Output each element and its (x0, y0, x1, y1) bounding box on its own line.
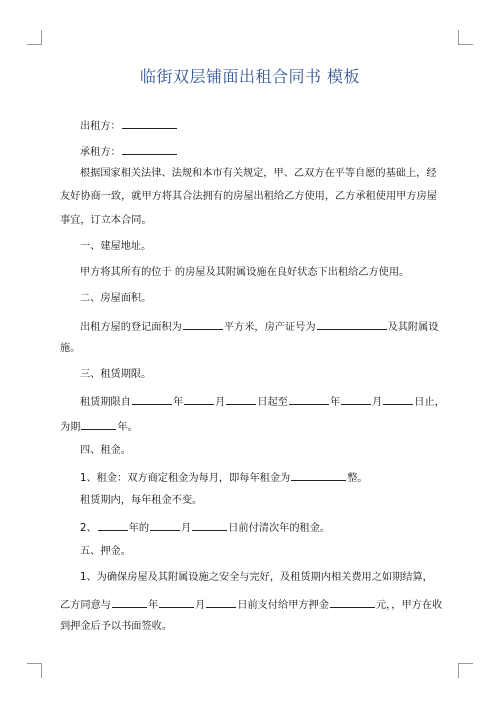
intro-line-2: 友好协商一致，就甲方将其合法拥有的房屋出租给乙方使用，乙方承租使用甲方房屋 (60, 191, 437, 202)
area-label: 出租方屋的登记面积为 (80, 322, 182, 333)
term-from-label: 租赁期限自 (80, 397, 131, 408)
period-label: 为期 (60, 422, 81, 433)
section-1-text: 甲方将其所有的位于 的房屋及其附属设施在良好状态下出租给乙方使用。 (80, 267, 410, 278)
section-2-heading: 二、房屋面积。 (80, 293, 152, 304)
deposit-day-blank[interactable] (206, 596, 236, 608)
section-5-line-1: 1、为确保房屋及其附属设施之安全与完好，及租赁期内相关费用之如期结算， (80, 572, 433, 583)
section-3-line-1 (80, 393, 450, 410)
intro-line-1: 根据国家相关法律、法规和本市有关规定，甲、乙双方在平等自愿的基础上，经 (80, 168, 437, 179)
deposit-day-label: 日前支付给甲方押金 (237, 600, 329, 611)
day-from-label: 日起至 (257, 397, 288, 408)
start-month-blank[interactable] (184, 393, 214, 405)
lessee-blank[interactable] (122, 143, 177, 155)
pay-day-blank[interactable] (192, 519, 227, 531)
start-year-blank[interactable] (132, 393, 172, 405)
end-month-blank[interactable] (341, 393, 371, 405)
crop-mark-bottom-left (27, 663, 42, 678)
section-2-suffix: 及其附属设 (387, 322, 439, 333)
month-label: 月 (195, 600, 206, 611)
lessee-label: 承租方： (80, 147, 121, 158)
section-3-line-2: 为期 年。 (60, 418, 450, 435)
crop-mark-top-right (458, 30, 473, 45)
section-5-heading: 五、押金。 (80, 546, 131, 557)
deposit-yuan-label: 元，，甲方在收 (376, 600, 443, 611)
day-end-label: 日止， (414, 397, 445, 408)
section-4-heading: 四、租金。 (80, 445, 131, 456)
crop-mark-top-left (27, 30, 42, 45)
item-2-label: 2、 (80, 523, 97, 534)
year-label: 年 (172, 397, 184, 408)
year-label: 年 (329, 397, 341, 408)
month-label: 月 (215, 397, 226, 408)
section-2-line-1 (80, 318, 450, 335)
deposit-year-blank[interactable] (112, 596, 147, 608)
period-blank[interactable] (81, 418, 116, 430)
cert-blank[interactable] (317, 318, 387, 330)
month-label: 月 (181, 523, 192, 534)
year-label: 年 (147, 600, 159, 611)
rent-suffix: 整。 (347, 473, 368, 484)
month-label: 月 (372, 397, 383, 408)
section-4-line-3: 2、 年的 月 日前付清次年的租金。 (80, 519, 450, 536)
section-1-heading: 一、建屋地址。 (80, 241, 152, 252)
document-title: 临街双层铺面出租合同书 模板 (139, 67, 361, 86)
area-blank[interactable] (183, 318, 223, 330)
pay-day-label: 日前付清次年的租金。 (228, 523, 331, 534)
section-5-line-2 (60, 596, 450, 613)
lessor-line (80, 117, 450, 134)
cert-label: 平方米，房产证号为 (223, 322, 316, 333)
annual-rent-blank[interactable] (291, 469, 346, 481)
crop-mark-bottom-right (458, 663, 473, 678)
end-year-blank[interactable] (289, 393, 329, 405)
lessor-label: 出租方： (80, 121, 121, 132)
end-day-blank[interactable] (383, 393, 413, 405)
deposit-amount-blank[interactable] (330, 596, 375, 608)
lessor-blank[interactable] (122, 117, 177, 129)
deposit-month-blank[interactable] (159, 596, 194, 608)
intro-line-3: 事宜，订立本合同。 (60, 215, 152, 226)
pay-year-blank[interactable] (98, 519, 128, 531)
section-5-line-3: 到押金后予以书面签收。 (60, 621, 173, 632)
deposit-agree-label: 乙方同意与 (60, 600, 111, 611)
section-4-line-1 (80, 469, 450, 486)
year-label: 年 (128, 523, 139, 534)
section-4-line-2: 租赁期内，每年租金不变。 (80, 495, 203, 506)
rent-label: 1、租金：双方商定租金为每月，即每年租金为 (80, 473, 291, 484)
start-day-blank[interactable] (226, 393, 256, 405)
section-2-line-2: 施。 (60, 343, 81, 354)
section-3-heading: 三、租赁期限。 (80, 369, 152, 380)
lessee-line (80, 143, 450, 160)
year-label: 年 (117, 422, 128, 433)
pay-month-blank[interactable] (150, 519, 180, 531)
